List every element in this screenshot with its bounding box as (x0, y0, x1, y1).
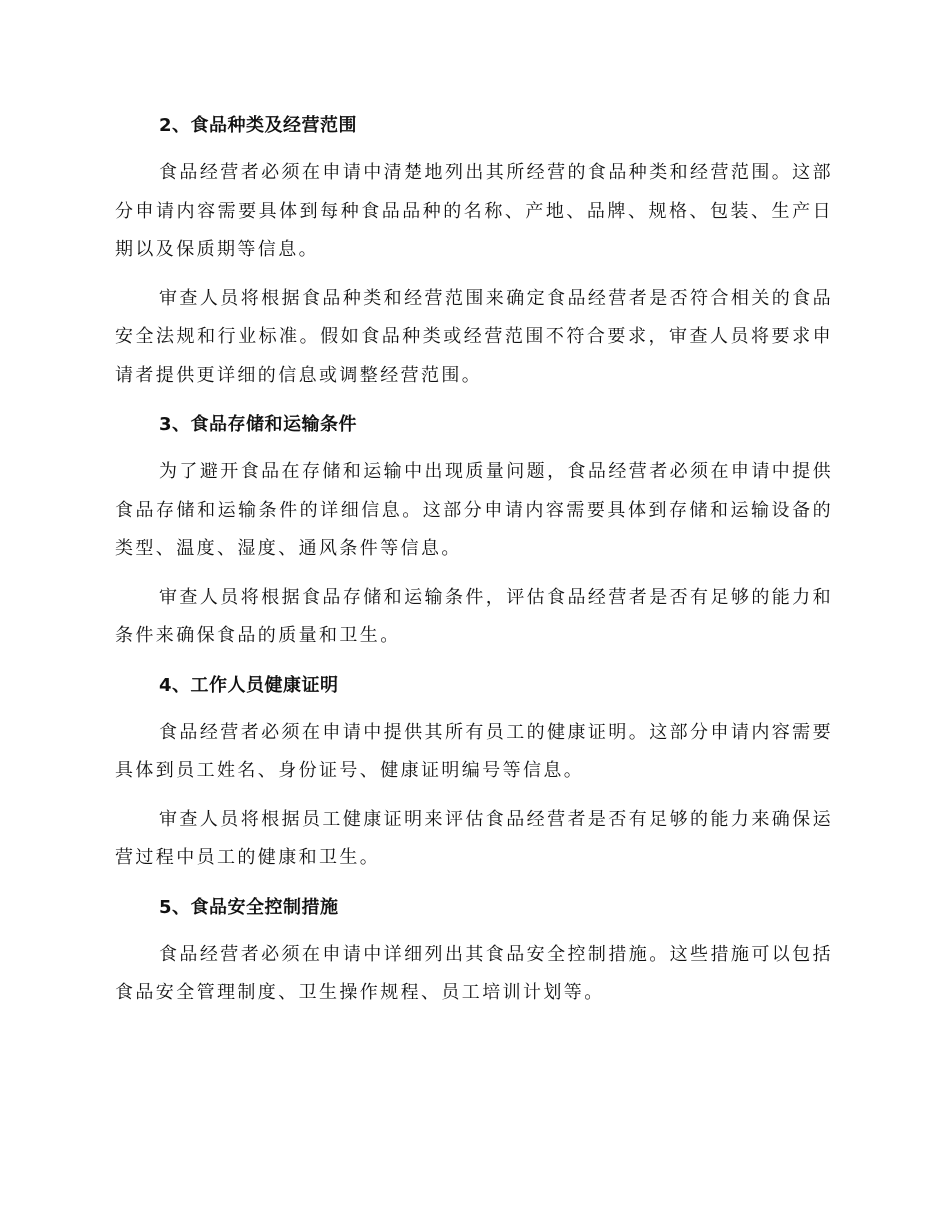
document-page (115, 106, 833, 1023)
section-safety-controls (115, 888, 833, 1013)
section-food-types (115, 106, 833, 395)
section-heading: 3、食品存储和运输条件 (159, 414, 358, 435)
section-storage-transport (115, 405, 833, 656)
section-heading: 5、食品安全控制措施 (159, 896, 339, 918)
section-heading: 4、工作人员健康证明 (159, 674, 339, 696)
paragraph: 审查人员将根据食品存储和运输条件，评估食品经营者是否有足够的能力和条件来确保食品的质量和卫生。 (115, 586, 833, 646)
paragraph: 食品经营者必须在申请中详细列出其食品安全控制措施。这些措施可以包括食品安全管理制度、卫生操作规程、员工培训计划等。 (115, 943, 833, 1003)
paragraph: 审查人员将根据员工健康证明来评估食品经营者是否有足够的能力来确保运营过程中员工的健康和卫生。 (115, 808, 833, 868)
paragraph: 为了避开食品在存储和运输中出现质量问题，食品经营者必须在申请中提供食品存储和运输条件的详细信息。这部分申请内容需要具体到存储和运输设备的类型、温度、湿度、通风条件等信息。 (115, 461, 833, 559)
paragraph: 审查人员将根据食品种类和经营范围来确定食品经营者是否符合相关的食品安全法规和行业标准。假如食品种类或经营范围不符合要求，审查人员将要求申请者提供更详细的信息或调整经营范围。 (115, 287, 833, 386)
section-heading: 2、食品种类及经营范围 (159, 115, 358, 136)
paragraph: 食品经营者必须在申请中清楚地列出其所经营的食品种类和经营范围。这部分申请内容需要具体到每种食品品种的名称、产地、品牌、规格、包装、生产日期以及保质期等信息。 (115, 162, 833, 260)
section-staff-health (115, 666, 833, 878)
paragraph: 食品经营者必须在申请中提供其所有员工的健康证明。这部分申请内容需要具体到员工姓名、身份证号、健康证明编号等信息。 (115, 721, 833, 781)
